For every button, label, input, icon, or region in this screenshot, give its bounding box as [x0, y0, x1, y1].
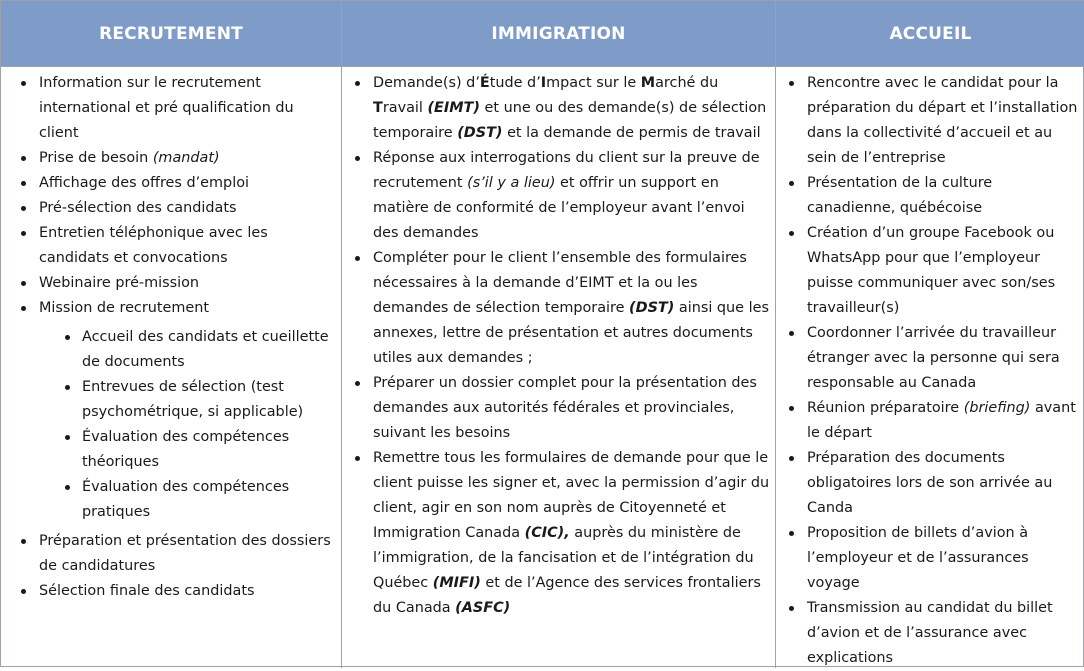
item-text: Compléter pour le client l’ensemble des formulaires nécessaires à la demande d’EIMT et la ou les demandes de sélection temporaire — [373, 250, 747, 316]
item-bold: I — [540, 75, 547, 91]
sub-list-item: Entrevues de sélection (test psychométrique, si applicable) — [1, 375, 341, 425]
list-item: Transmission au candidat du billet d’avion et de l’assurance avec explications — [776, 596, 1084, 671]
item-emphasis: (DST) — [457, 125, 503, 141]
mission-sublist — [1, 325, 341, 525]
list-item — [1, 146, 341, 171]
list-item: Pré-sélection des candidats — [1, 196, 341, 221]
list-item: Rencontre avec le candidat pour la préparation du départ et l’installation dans la collectivité d’accueil et au sein de l’entreprise — [776, 71, 1084, 171]
item-text: Réponse aux interrogations du client sur la preuve de recrutement — [373, 150, 760, 191]
item-text: et la demande de permis de travail — [502, 125, 761, 141]
item-bold: É — [479, 75, 490, 91]
item-bold: M — [640, 75, 656, 91]
list-item: Mission de recrutement — [1, 296, 341, 321]
item-emphasis: (mandat) — [152, 150, 220, 166]
item-text: et offrir un support en matière de conformité de l’employeur avant l’envoi des demandes — [373, 175, 745, 241]
list-item: Entretien téléphonique avec les candidats et convocations — [1, 221, 341, 271]
list-item: Information sur le recrutement international et pré qualification du client — [1, 71, 341, 146]
item-text: tude d’ — [489, 75, 541, 91]
accueil-list — [776, 67, 1084, 671]
sub-list-item: Évaluation des compétences théoriques — [1, 425, 341, 475]
item-bold: T — [373, 100, 383, 116]
item-text: Demande(s) d’ — [373, 75, 480, 91]
header-recrutement: RECRUTEMENT — [1, 1, 341, 67]
item-text: ravail — [382, 100, 428, 116]
list-item — [776, 396, 1084, 446]
item-emphasis: (DST) — [629, 300, 675, 316]
item-emphasis: (CIC), — [524, 525, 570, 541]
header-accueil: ACCUEIL — [776, 1, 1084, 67]
item-emphasis: (s’il y a lieu) — [467, 175, 556, 191]
list-item — [342, 71, 775, 146]
item-text: ainsi que les annexes, lettre de présentation et autres documents utiles aux demandes ; — [373, 300, 769, 366]
list-item: Coordonner l’arrivée du travailleur étranger avec la personne qui sera responsable au Canada — [776, 321, 1084, 396]
list-item: Affichage des offres d’emploi — [1, 171, 341, 196]
item-text: et une ou des demande(s) de sélection temporaire — [373, 100, 767, 141]
item-text: avant le départ — [807, 400, 1076, 441]
item-text: et de l’Agence des services frontaliers du Canada — [373, 575, 761, 616]
column-recrutement — [1, 1, 342, 668]
sub-list-item: Évaluation des compétences pratiques — [1, 475, 341, 525]
recrutement-list — [1, 67, 341, 604]
item-emphasis: (MIFI) — [432, 575, 481, 591]
list-item: Création d’un groupe Facebook ou WhatsApp pour que l’employeur puisse communiquer avec son/ses travailleur(s) — [776, 221, 1084, 321]
list-item: Proposition de billets d’avion à l’employeur et de l’assurances voyage — [776, 521, 1084, 596]
item-text: mpact sur le — [546, 75, 641, 91]
list-item: Présentation de la culture canadienne, québécoise — [776, 171, 1084, 221]
header-immigration: IMMIGRATION — [342, 1, 775, 67]
list-item: Préparer un dossier complet pour la présentation des demandes aux autorités fédérales et provinciales, suivant les besoins — [342, 371, 775, 446]
list-item: Webinaire pré-mission — [1, 271, 341, 296]
item-emphasis: (EIMT) — [427, 100, 480, 116]
list-item — [342, 246, 775, 371]
list-item: Préparation et présentation des dossiers de candidatures — [1, 529, 341, 579]
item-text: Prise de besoin — [39, 150, 153, 166]
item-text: arché du — [655, 75, 719, 91]
item-text: Remettre tous les formulaires de demande pour que le client puisse les signer et, avec la permission d’agir du client, agir en son nom auprès de Citoyenneté et Immigration Canada — [373, 450, 770, 541]
column-accueil — [776, 1, 1084, 668]
list-item — [342, 146, 775, 246]
item-text: Réunion préparatoire — [807, 400, 964, 416]
column-immigration — [342, 1, 776, 668]
immigration-list — [342, 67, 775, 621]
item-emphasis: (briefing) — [963, 400, 1031, 416]
item-text: auprès du ministère de l’immigration, de la fancisation et de l’intégration du Québec — [373, 525, 754, 591]
list-item: Préparation des documents obligatoires lors de son arrivée au Canda — [776, 446, 1084, 521]
sub-list-item: Accueil des candidats et cueillette de documents — [1, 325, 341, 375]
list-item: Sélection finale des candidats — [1, 579, 341, 604]
list-item — [342, 446, 775, 621]
item-emphasis: (ASFC) — [455, 600, 511, 616]
